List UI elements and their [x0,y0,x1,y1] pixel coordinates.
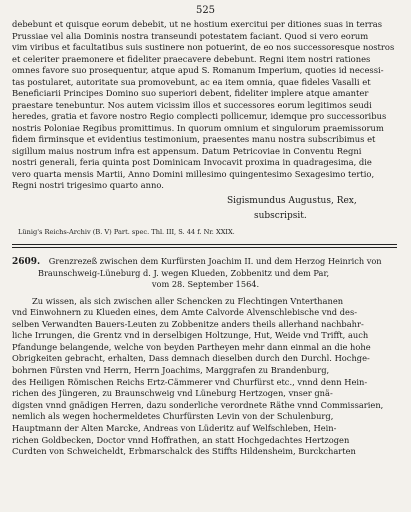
text-line: digsten vnnd gnädigen Herren, dazu sonderliche verordnete Räthe vnnd Commissarien, [12,399,384,410]
text-line: nostri generali, feria quinta post Dominicam Invocavit proxima in quadragesima, die [12,157,372,167]
text-line: debebunt et quisque eorum debebit, ut ne hostium exercitui per ditiones suas in terras [12,19,383,29]
text-line: vero quarta mensis Martii, Anno Domini millesimo quingentesimo Sexagesimo tertio, [12,168,375,179]
document-number: 2609. [12,256,41,267]
text-line: praestare tenebuntur. Nos autem vicissim illos et successores eorum legitimos seudi [12,99,372,110]
text-line: Obrigkeiten gebracht, erhalten, Dass demnach dieselben durch den Durchl. Hochge- [12,353,370,364]
text-line: selben Verwandten Bauers-Leuten zu Zobbenitze anders theils allerhand nachbahr- [12,318,364,329]
text-line: sigillum maius nostrum infra est appensum. Datum Petricoviae in Conventu Regni [12,145,362,156]
source-citation: Lünig's Reichs-Archiv (B. V) Part. spec. Thl. III, S. 44 f. Nr. XXIX. [18,227,235,236]
text-line: Zu wissen, als sich zwischen aller Schencken zu Flechtingen Vnterthanen [32,295,344,306]
text-line: richen Goldbecken, Doctor vnnd Hoffrathen, an statt Hochgedachtes Hertzogen [12,434,350,445]
signature: Sigismundus Augustus, Rex, [227,195,357,206]
text-line: vim viribus et facultatibus suis sustinere non potuerint, de eo nos successoresque nostros [12,42,395,52]
latin-document-text [12,19,399,192]
text-line: Beneficiarii Principes Domino suo superiori debent, fideliter implere atque amanter [12,88,369,98]
heading-title-line1: Grenzrezeß zwischen dem Kurfürsten Joachim II. und dem Herzog Heinrich von [48,255,382,266]
text-line: bohrnen Fürsten vnd Herrn, Herrn Joachims, Marggrafen zu Brandenburg, [12,365,330,376]
text-line: et celeriter praemonere et fideliter praecavere debebunt. Regni item nostri rationes [12,53,371,64]
text-line: tas postularet, autoritate sua promovebunt, ac ea item omnia, quae fideles Vasalli et [12,76,371,87]
text-line: richen des Jüngeren, zu Braunschweig vnd Lüneburg Hertzogen, vnser gnä- [12,388,333,399]
text-line: omnes favore suo prosequentur, atque apud S. Romanum Imperium, quoties id necessi- [12,65,384,75]
text-line: fidem firminsque et evidentius testimonium, praesentes manu nostra subscribimus et [12,134,376,144]
document-body-text [12,296,399,458]
text-line: des Heiligen Römischen Reichs Ertz-Cämmerer vnd Churfürst etc., vnnd denn Hein- [12,376,368,387]
text-line: heredes, gratia et favore nostro Regio complecti pollicemur, idemque pro successoribus [12,111,387,121]
text-line: nostris Poloniae Regibus promittimus. In quorum omnium et singulorum praemissorum [12,122,384,133]
text-line: Hauptmann der Alten Marcke, Andreas von Lüderitz auf Welfschleben, Hein- [12,423,337,434]
section-divider [12,244,397,245]
section-divider-thin [12,247,397,248]
text-line: liche Irrungen, die Grentz vnd in derselbigen Holtzunge, Hut, Weide vnd Trifft, auch [12,330,369,341]
text-line: Regni nostri trigesimo quarto anno. [12,180,164,190]
page-number: 525 [195,5,216,16]
text-line: Curdten von Schweicheldt, Erbmarschalck des Stiffts Hildensheim, Burckcharten [12,446,356,457]
text-line: Pfandunge belangende, welche von beyden Partheyen mehr dann einmal an die hohe [12,341,371,352]
document-heading [12,256,399,290]
heading-date: vom 28. September 1564. [151,278,260,289]
text-line: nemlich als wegen hochermeldetes Churfürsten Levin von der Schulenburg, [12,411,334,422]
heading-title-line2: Braunschweig-Lüneburg d. J. wegen Klueden, Zobbenitz und dem Par, [38,267,330,278]
text-line: vnd Einwohnern zu Klueden eines, dem Amte Calvorde Alvenschlebische vnd des- [12,307,358,318]
signature-subscription: subscripsit. [254,210,307,221]
text-line: Prussiae vel alia Dominis nostra transeundi potestatem faciant. Quod si vero eorum [12,30,369,41]
